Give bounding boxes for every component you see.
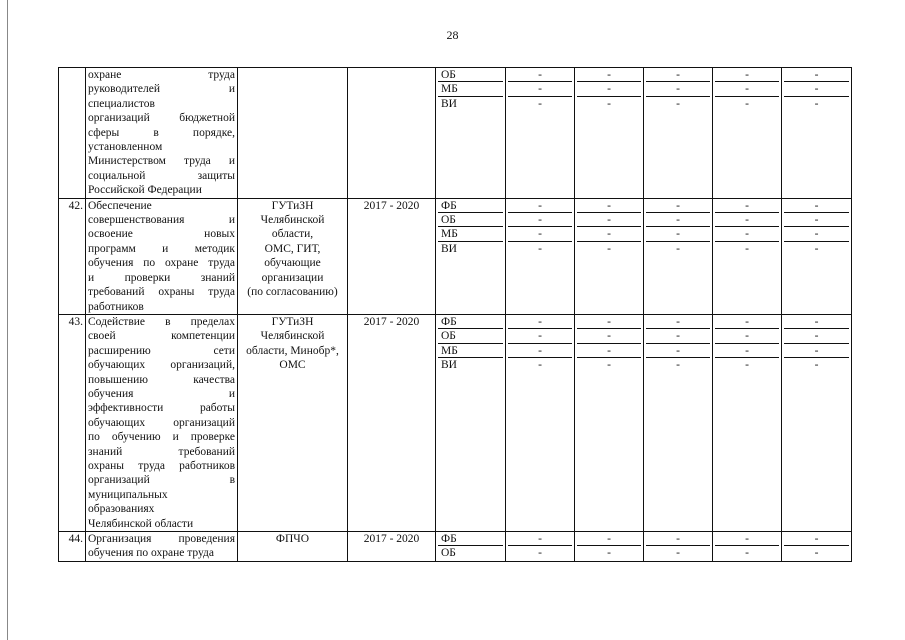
- funding-amount-column: [713, 532, 782, 562]
- funding-amount: -: [745, 547, 749, 560]
- funding-amount: -: [607, 242, 611, 255]
- funding-amount-column: [713, 198, 782, 314]
- funding-amount-column: [506, 314, 575, 531]
- funding-amount-column: [575, 532, 644, 562]
- executor-line: ОМС: [279, 359, 306, 372]
- funding-amount-column: [644, 532, 713, 562]
- funding-amount: -: [607, 547, 611, 560]
- funding-source: ФБ: [438, 199, 503, 213]
- funding-source: ФБ: [438, 532, 503, 546]
- funding-amount-column: [713, 314, 782, 531]
- funding-amount: -: [577, 227, 641, 241]
- funding-amount-column: [575, 198, 644, 314]
- funding-amount: -: [508, 68, 572, 82]
- funding-amount: -: [577, 68, 641, 82]
- funding-amount: -: [784, 532, 849, 546]
- funding-amount: -: [538, 547, 542, 560]
- activity-name-line: Организация проведения: [88, 533, 235, 545]
- executor-line: (по согласованию): [247, 286, 338, 299]
- funding-amount: -: [784, 315, 849, 329]
- activity-name-line: своей компетенции: [88, 330, 235, 343]
- funding-amount: -: [715, 68, 779, 82]
- funding-amount: -: [646, 68, 710, 82]
- funding-amount-column: [506, 68, 575, 199]
- activity-name-line: муниципальных: [88, 488, 168, 501]
- funding-amount: -: [577, 532, 641, 546]
- implementation-period: 2017 - 2020: [348, 198, 436, 314]
- activity-name-line: Челябинской области: [88, 517, 194, 530]
- activities-table: [58, 67, 852, 562]
- executor: [238, 314, 348, 531]
- row-number: 43.: [59, 314, 86, 531]
- executor-line: Челябинской: [260, 330, 325, 343]
- activity-name: [86, 68, 238, 199]
- activity-name-line: требований охраны труда: [88, 286, 235, 299]
- implementation-period: 2017 - 2020: [348, 532, 436, 562]
- funding-amount-column: [782, 314, 852, 531]
- funding-amount: -: [508, 199, 572, 213]
- funding-amount: -: [577, 315, 641, 329]
- funding-amount-column: [644, 68, 713, 199]
- table-row: [59, 532, 852, 562]
- activity-name-line: обучающих организаций: [88, 416, 235, 429]
- funding-amount: -: [577, 329, 641, 343]
- funding-amount: -: [784, 344, 849, 358]
- funding-amount: -: [607, 97, 611, 110]
- funding-amount: -: [538, 359, 542, 372]
- funding-source: ОБ: [438, 329, 503, 343]
- funding-amount: -: [715, 227, 779, 241]
- funding-source: ОБ: [438, 213, 503, 227]
- funding-sources: [436, 68, 506, 199]
- activity-name-line: обучения по охране труда: [88, 257, 235, 270]
- activity-name-line: эффективности работы: [88, 402, 235, 415]
- funding-amount: -: [814, 359, 819, 372]
- funding-amount: -: [508, 344, 572, 358]
- funding-amount: -: [538, 97, 542, 110]
- executor: [238, 532, 348, 562]
- funding-source: ОБ: [441, 547, 456, 560]
- funding-amount: -: [508, 532, 572, 546]
- activity-name-line: организаций в: [88, 474, 235, 487]
- funding-sources: [436, 198, 506, 314]
- page-left-edge-line: [7, 0, 8, 640]
- funding-amount-column: [782, 68, 852, 199]
- activity-name-line: знаний требований: [88, 445, 235, 458]
- funding-amount: -: [715, 315, 779, 329]
- funding-amount: -: [715, 82, 779, 96]
- activity-name-line: обучающих организаций,: [88, 359, 235, 372]
- activity-name-line: Министерством труда и: [88, 155, 235, 168]
- funding-amount: -: [577, 199, 641, 213]
- activity-name-line: руководителей и: [88, 83, 235, 96]
- activity-name-line: обучения по охране труда: [88, 547, 215, 560]
- executor-line: области,: [271, 228, 314, 241]
- executor-line: ФПЧО: [275, 533, 310, 545]
- funding-amount-column: [782, 198, 852, 314]
- funding-amount: -: [508, 213, 572, 227]
- executor-line: обучающие: [264, 257, 321, 270]
- row-number: [59, 68, 86, 199]
- funding-amount-column: [506, 198, 575, 314]
- activity-name-line: Содействие в пределах: [88, 315, 235, 328]
- funding-amount-column: [644, 314, 713, 531]
- funding-amount: -: [508, 82, 572, 96]
- row-number: 44.: [59, 532, 86, 562]
- funding-amount: -: [646, 315, 710, 329]
- implementation-period: [348, 68, 436, 199]
- activity-name-line: специалистов: [88, 97, 155, 110]
- funding-sources: [436, 314, 506, 531]
- funding-amount: -: [715, 213, 779, 227]
- funding-amount: -: [784, 227, 849, 241]
- funding-source: МБ: [438, 82, 503, 96]
- funding-amount-column: [644, 198, 713, 314]
- funding-amount: -: [784, 213, 849, 227]
- activity-name-line: работников: [88, 300, 144, 313]
- executor-line: ГУТиЗН: [271, 315, 314, 328]
- funding-source: МБ: [438, 344, 503, 358]
- executor-line: Челябинской: [260, 214, 325, 227]
- activity-name: [86, 198, 238, 314]
- funding-amount: -: [577, 82, 641, 96]
- funding-source: ФБ: [438, 315, 503, 329]
- funding-amount-column: [782, 532, 852, 562]
- executor-line: ОМС, ГИТ,: [264, 242, 321, 255]
- funding-amount: -: [784, 68, 849, 82]
- funding-amount-column: [575, 68, 644, 199]
- activity-name-line: программ и методик: [88, 242, 235, 255]
- funding-source: МБ: [438, 227, 503, 241]
- funding-amount-column: [713, 68, 782, 199]
- funding-amount: -: [784, 199, 849, 213]
- funding-amount: -: [646, 227, 710, 241]
- funding-amount: -: [676, 242, 680, 255]
- funding-amount: -: [508, 315, 572, 329]
- funding-amount: -: [676, 97, 680, 110]
- implementation-period: 2017 - 2020: [348, 314, 436, 531]
- activity-name-line: освоение новых: [88, 228, 235, 241]
- activity-name-line: охраны труда работников: [88, 459, 235, 472]
- activity-name-line: организаций бюджетной: [88, 112, 235, 125]
- funding-amount: -: [607, 359, 611, 372]
- table-row: [59, 314, 852, 531]
- funding-amount: -: [646, 344, 710, 358]
- activity-name-line: расширению сети: [88, 344, 235, 357]
- funding-source: ОБ: [438, 68, 503, 82]
- executor-line: области, Минобр*,: [246, 344, 339, 357]
- activity-name-line: обучения и: [88, 387, 235, 400]
- funding-amount: -: [715, 344, 779, 358]
- funding-amount: -: [814, 97, 819, 110]
- funding-amount: -: [745, 97, 749, 110]
- executor-line: ГУТиЗН: [271, 199, 314, 212]
- activity-name-line: сферы в порядке,: [88, 126, 235, 139]
- table-row: [59, 198, 852, 314]
- funding-amount: -: [646, 82, 710, 96]
- activity-name: [86, 532, 238, 562]
- activity-name-line: и проверки знаний: [88, 271, 235, 284]
- funding-amount: -: [814, 547, 819, 560]
- funding-amount: -: [508, 329, 572, 343]
- funding-sources: [436, 532, 506, 562]
- activity-name: [86, 314, 238, 531]
- funding-amount: -: [508, 227, 572, 241]
- funding-amount: -: [745, 242, 749, 255]
- funding-amount: -: [715, 329, 779, 343]
- executor: [238, 68, 348, 199]
- funding-amount: -: [745, 359, 749, 372]
- activity-name-line: совершенствования и: [88, 214, 235, 227]
- funding-amount: -: [814, 242, 819, 255]
- funding-amount-column: [506, 532, 575, 562]
- activity-name-line: по обучению и проверке: [88, 431, 235, 444]
- funding-source: ВИ: [441, 359, 457, 372]
- funding-amount: -: [646, 532, 710, 546]
- funding-amount: -: [784, 329, 849, 343]
- activity-name-line: установленном: [88, 141, 163, 154]
- table-row: [59, 68, 852, 199]
- funding-amount: -: [784, 82, 849, 96]
- activity-name-line: охране труда: [88, 69, 235, 81]
- activity-name-line: социальной защиты: [88, 169, 235, 182]
- funding-source: ВИ: [441, 242, 457, 255]
- funding-amount: -: [646, 329, 710, 343]
- funding-amount: -: [577, 213, 641, 227]
- activity-name-line: повышению качества: [88, 373, 235, 386]
- funding-amount: -: [646, 199, 710, 213]
- activity-name-line: Российской Федерации: [88, 184, 202, 197]
- funding-amount: -: [676, 547, 680, 560]
- page-number: 28: [446, 28, 459, 42]
- row-number: 42.: [59, 198, 86, 314]
- funding-amount: -: [577, 344, 641, 358]
- funding-amount-column: [575, 314, 644, 531]
- funding-amount: -: [646, 213, 710, 227]
- activity-name-line: образованиях: [88, 503, 155, 516]
- executor-line: организации: [261, 271, 324, 284]
- funding-source: ВИ: [441, 97, 457, 110]
- funding-amount: -: [715, 199, 779, 213]
- executor: [238, 198, 348, 314]
- funding-amount: -: [538, 242, 542, 255]
- funding-amount: -: [676, 359, 680, 372]
- funding-amount: -: [715, 532, 779, 546]
- activity-name-line: Обеспечение: [88, 199, 152, 212]
